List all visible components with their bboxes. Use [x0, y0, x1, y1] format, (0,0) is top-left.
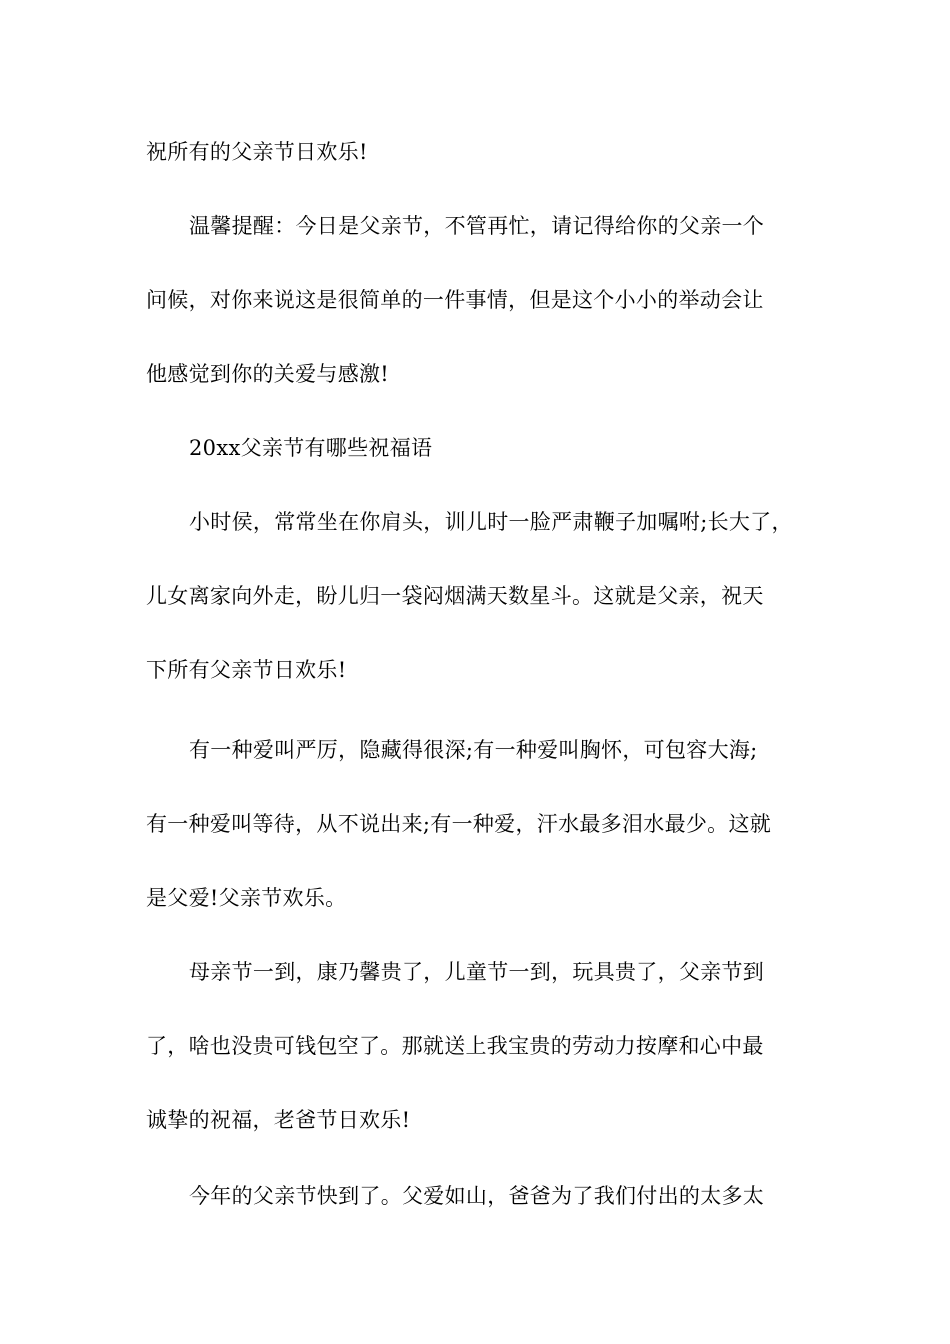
paragraph-first-line: 有一种爱叫严厉，隐藏得很深;有一种爱叫胸怀，可包容大海; — [189, 738, 758, 762]
paragraph-first-line: 母亲节一到，康乃馨贵了，儿童节一到，玩具贵了，父亲节到 — [189, 960, 765, 984]
text-line: 诚挚的祝福，老爸节日欢乐! — [146, 1108, 411, 1132]
text-line: 下所有父亲节日欢乐! — [146, 658, 347, 682]
text-line: 问候，对你来说这是很简单的一件事情，但是这个小小的举动会让 — [146, 288, 764, 312]
text-line: 是父爱!父亲节欢乐。 — [146, 886, 347, 910]
paragraph-first-line: 温馨提醒：今日是父亲节，不管再忙，请记得给你的父亲一个 — [189, 214, 765, 238]
section-heading: 20xx父亲节有哪些祝福语 — [189, 436, 433, 460]
text-line: 有一种爱叫等待，从不说出来;有一种爱，汗水最多泪水最少。这就 — [146, 812, 772, 836]
text-line: 他感觉到你的关爱与感激! — [146, 362, 390, 386]
text-line: 祝所有的父亲节日欢乐! — [146, 140, 368, 164]
text-line: 儿女离家向外走，盼儿归一袋闷烟满天数星斗。这就是父亲，祝天 — [146, 584, 764, 608]
paragraph-first-line: 今年的父亲节快到了。父爱如山，爸爸为了我们付出的太多太 — [189, 1184, 765, 1208]
text-line: 了，啥也没贵可钱包空了。那就送上我宝贵的劳动力按摩和心中最 — [146, 1034, 764, 1058]
paragraph-first-line: 小时侯，常常坐在你肩头，训儿时一脸严肃鞭子加嘱咐;长大了， — [189, 510, 793, 534]
